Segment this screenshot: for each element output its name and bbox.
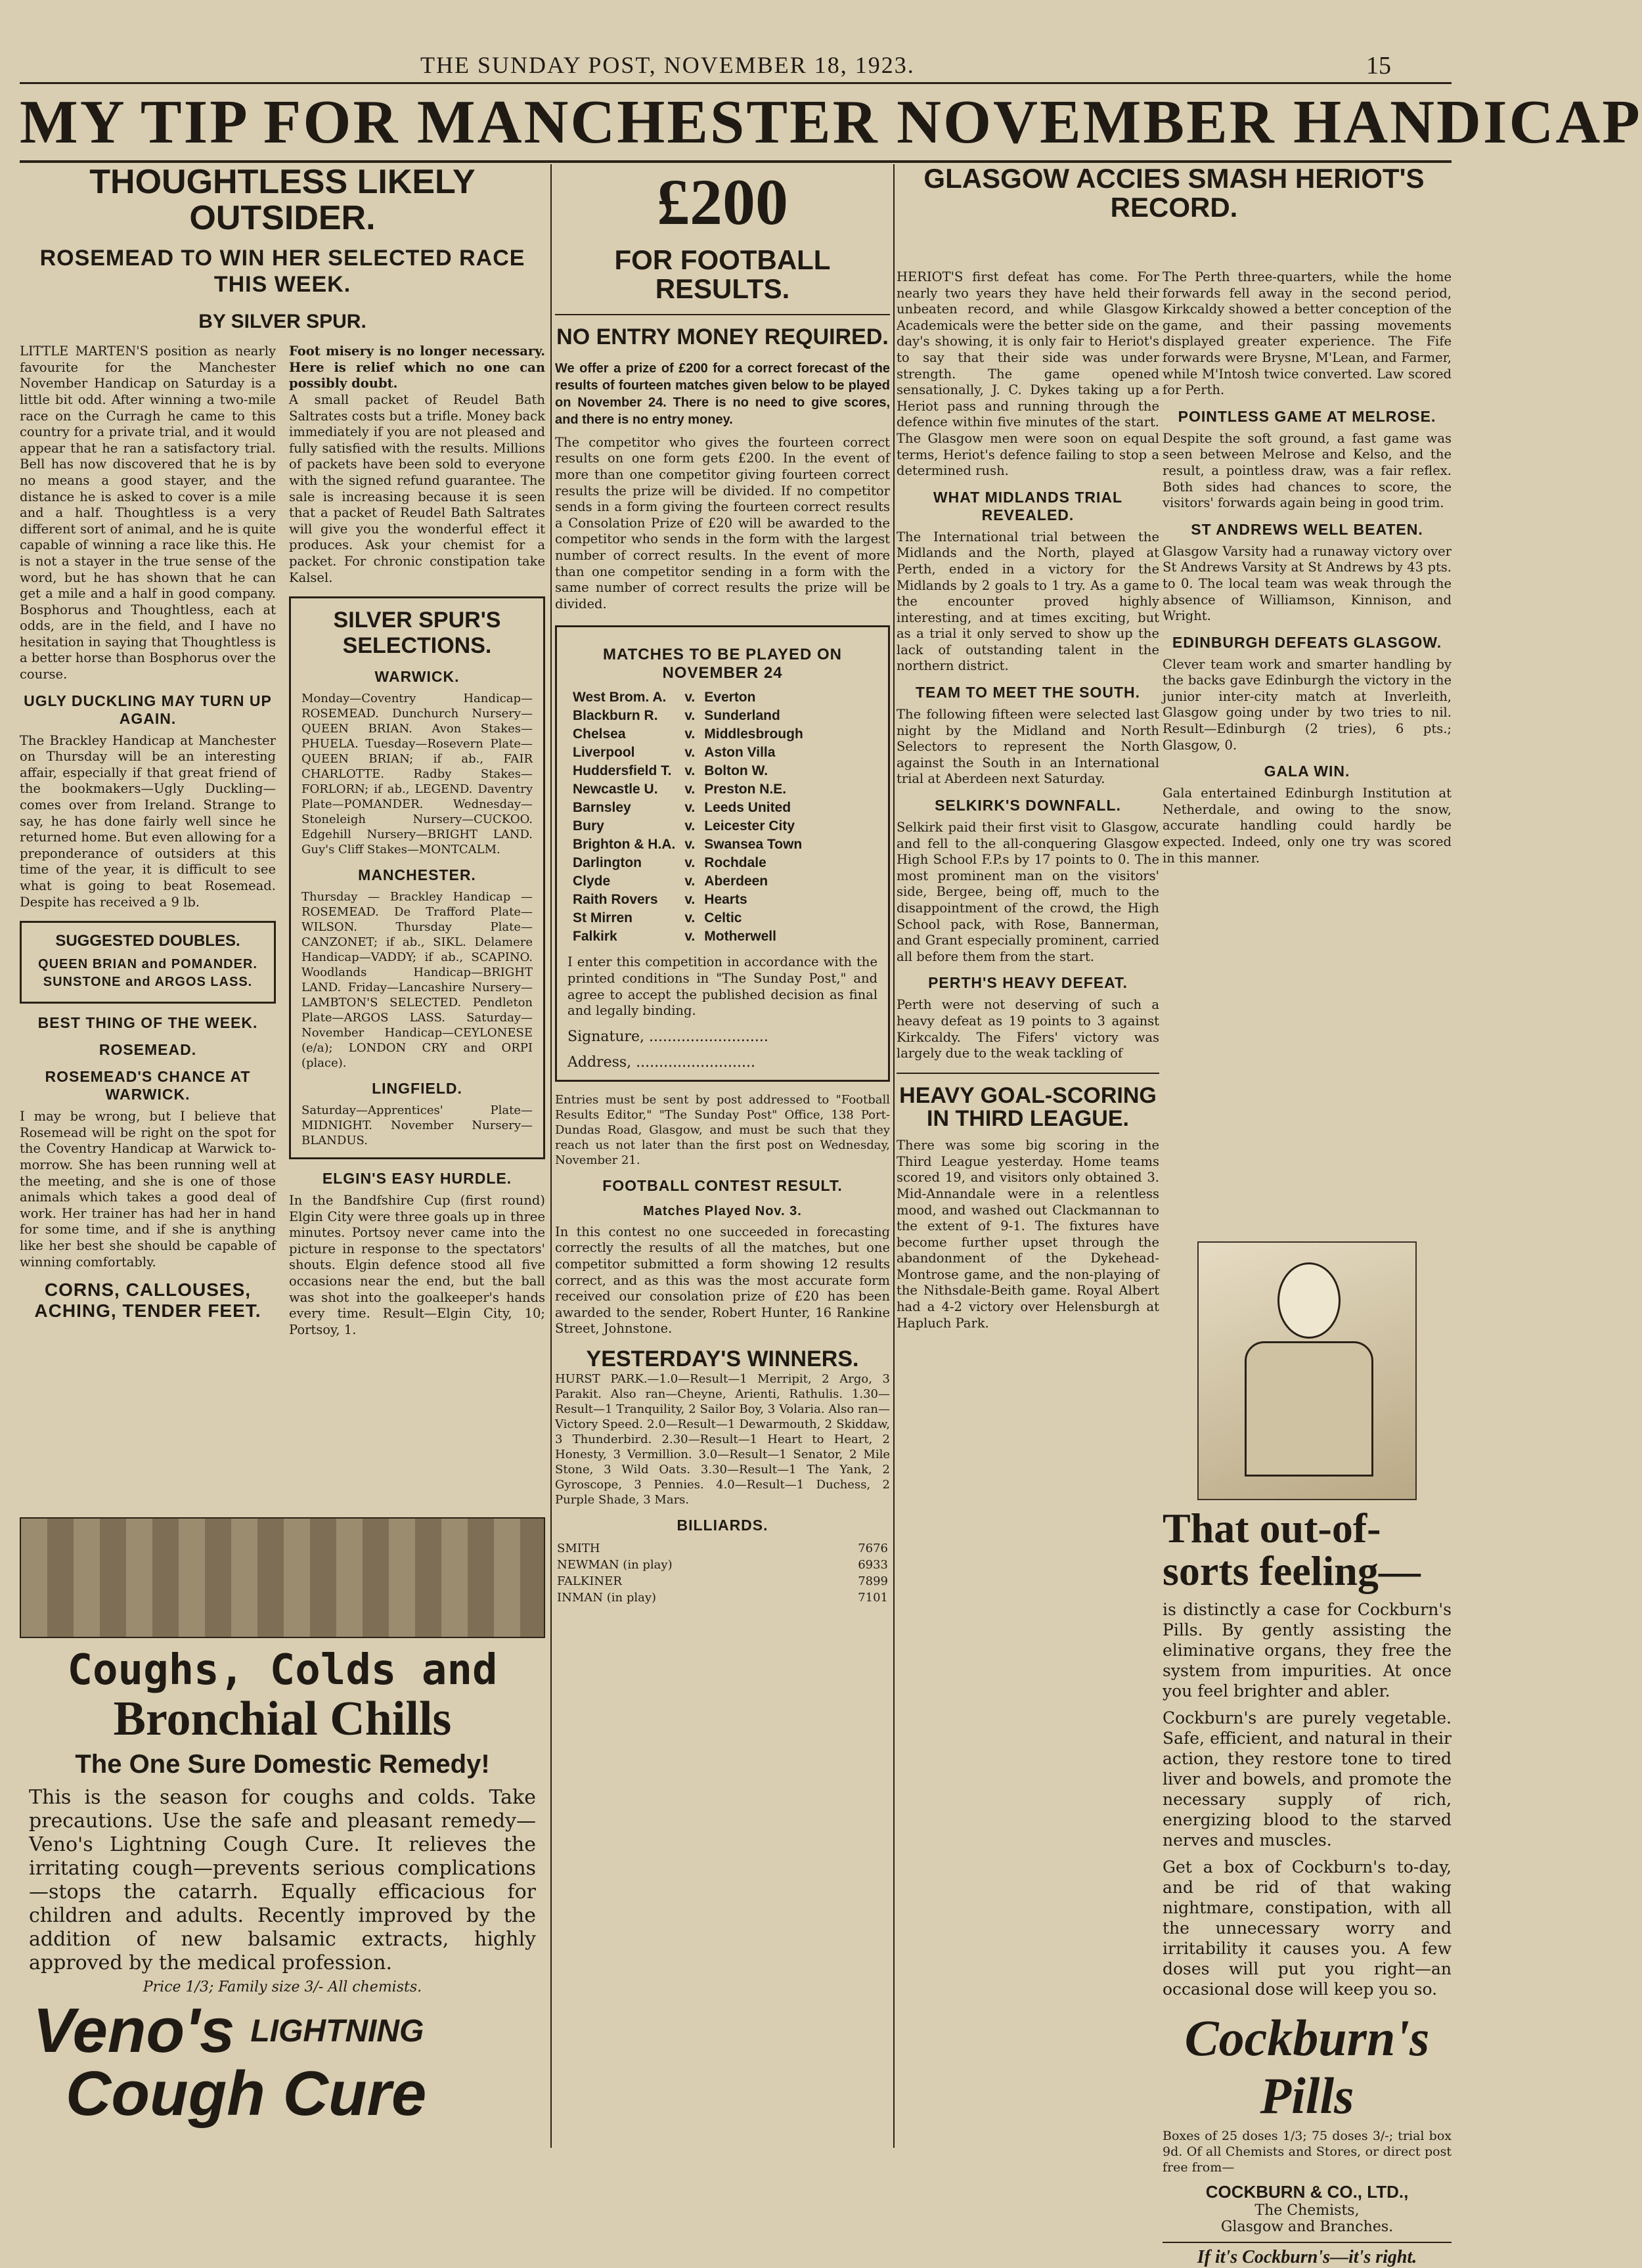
section-body: I may be wrong, but I believe that Rosemead will be right on the spot for the Coventry Handicap at Warwick to-morrow. She has been running well at the meeting, and she is one of those animals which takes a good deal of work. Her trainer has had her in hand for some time, and if she is anything like her best she should be capable of winning comfortably.: [20, 1109, 276, 1270]
match-row: [569, 726, 807, 743]
venos-advert: [20, 1517, 545, 2148]
home-team: Barnsley: [573, 800, 631, 816]
player-score: 7899: [858, 1574, 888, 1588]
rugby-headline: GLASGOW ACCIES SMASH HERIOT'S RECORD.: [923, 163, 1425, 223]
man-illustration: [1197, 1241, 1417, 1500]
away-team: Bolton W.: [704, 763, 768, 779]
match-row: [569, 873, 807, 890]
entry-text: I enter this competition in accordance with the printed conditions in "The Sunday Post," and agree to accept the published decision as final and legally binding.: [567, 954, 877, 1019]
section-head: SELKIRK'S DOWNFALL.: [935, 797, 1121, 814]
versus: v.: [684, 855, 696, 871]
away-team: Motherwell: [704, 929, 776, 945]
section-body: Selkirk paid their first visit to Glasgow, and fell to the all-conquering Glasgow High School F.P.s by 17 points to 0. The most prominent man on the visitors' side, Bergee, being off, much to the disappointment of the crowd, the High School pack, with Rose, Bannerman, and Grant especially prominent, carried all before them from the start.: [897, 820, 1159, 964]
doubles-line: SUNSTONE and ARGOS LASS.: [43, 975, 253, 990]
advert-headline: Coughs, Colds and: [67, 1646, 498, 1695]
signature-line[interactable]: Signature, ..........................: [567, 1028, 768, 1045]
selections-box: [289, 596, 545, 1159]
selection-text: Saturday—Apprentices' Plate—MIDNIGHT. November Nursery—BLANDUS.: [301, 1103, 533, 1148]
away-team: Leicester City: [704, 818, 795, 834]
home-team: Chelsea: [573, 726, 626, 742]
home-team: West Brom. A.: [573, 690, 667, 705]
football-competition-column: [555, 164, 890, 2148]
section-head: POINTLESS GAME AT MELROSE.: [1178, 407, 1436, 425]
player-score: 7101: [858, 1590, 888, 1605]
home-team: St Mirren: [573, 910, 633, 926]
byline: BY SILVER SPUR.: [198, 311, 366, 333]
match-row: [569, 689, 807, 706]
player-name: INMAN (in play): [557, 1590, 657, 1605]
away-team: Swansea Town: [704, 837, 803, 853]
versus: v.: [684, 874, 696, 889]
article-body: HERIOT'S first defeat has come. For nearly two years they have held their unbeaten record, and while Glasgow Academicals were the better side on the day's showing, it is only fair to Heriot's to say that their side was under strength. The game opened sensationally, J. C. Dykes taking up a Heriot pass and running through the defence within five minutes of the start. The Glasgow men were soon on equal terms, Heriot's defence failing to stop a determined rush.: [897, 269, 1159, 479]
doubles-line: QUEEN BRIAN and POMANDER.: [38, 957, 257, 972]
venue-head: LINGFIELD.: [372, 1080, 462, 1098]
billiards-head: BILLIARDS.: [677, 1516, 768, 1534]
brand-tag: LIGHTNING: [250, 2013, 424, 2049]
billiards-row: [556, 1590, 889, 1605]
match-row: [569, 744, 807, 761]
article-body: LITTLE MARTEN'S position as nearly favourite for the Manchester November Handicap on Saturday is a little bit odd. After winning a two-mile race on the Curragh he came to this country for a private trial, and it would appear that he ran a satisfactory trial. Bell has now discovered that he is by no means a good stayer, and the distance he is asked to cover is a mile and a half. Thoughtless is a very different sort of animal, and he is quite capable of winning a race like this. He is not a stayer in the true sense of the word, but he has shown that he can get a mile and a half in good company. Bosphorus and Thoughtless, each at odds, are in the field, and I have no hesitation in saying that Thoughtless is a better horse than Bosphorus over the course.: [20, 344, 276, 682]
versus: v.: [684, 726, 696, 742]
advert-subhead: The One Sure Domestic Remedy!: [75, 1750, 490, 1779]
player-name: SMITH: [557, 1541, 600, 1555]
section-body: Clever team work and smarter handling by the backs gave Edinburgh the victory in the junior inter-city match at Inverleith, Glasgow going under by two tries to nil. Result—Edinburgh (2 tries), 6 pts.; Glasgow, 0.: [1163, 656, 1452, 753]
away-team: Preston N.E.: [704, 782, 787, 797]
billiards-row: [556, 1541, 889, 1556]
selection-text: Thursday — Brackley Handicap — ROSEMEAD. De Trafford Plate—WILSON. Thursday Plate—CANZONET; if ab., SIKL. Delamere Handicap—VADDY; if ab., SCAPINO. Woodlands Handicap—BRIGHT LAND. Friday—Lancashire Nursery—LAMBTON'S SELECTED. Pendleton Plate—ARGOS LASS. Saturday—November Handicap—CEYLONESE (e/a); LONDON CRY and ORPI (place).: [301, 890, 533, 1071]
section-head: ST ANDREWS WELL BEATEN.: [1191, 520, 1423, 538]
brand-logo: Cockburn's: [1184, 2009, 1430, 2066]
contest-sub: Matches Played Nov. 3.: [643, 1203, 802, 1218]
third-league-head: HEAVY GOAL-SCORING IN THIRD LEAGUE.: [899, 1082, 1157, 1132]
brand-name: Veno's: [33, 1995, 235, 2066]
versus: v.: [684, 745, 696, 761]
winners-head: YESTERDAY'S WINNERS.: [586, 1346, 859, 1371]
advert-para: Get a box of Cockburn's to-day, and be rid of that waking nightmare, constipation, with all the unnecessary worry and irritability it causes you. A few doses will put you right—an occasional dose will keep you so.: [1163, 1857, 1452, 1999]
article-headline: THOUGHTLESS LIKELY OUTSIDER.: [89, 163, 476, 237]
section-head: GALA WIN.: [1264, 763, 1350, 780]
advert-price: Price 1/3; Family size 3/- All chemists.: [143, 1979, 422, 1995]
versus: v.: [684, 910, 696, 926]
article-subhead: ROSEMEAD TO WIN HER SELECTED RACE THIS WEEK.: [39, 246, 525, 298]
issue-date: THE SUNDAY POST, NOVEMBER 18, 1923.: [420, 52, 915, 78]
column-rule: [550, 164, 552, 2148]
versus: v.: [684, 708, 696, 724]
versus: v.: [684, 892, 696, 908]
selection-text: Monday—Coventry Handicap—ROSEMEAD. Dunchurch Nursery—QUEEN BRIAN. Avon Stakes—PHUELA. Tuesday—Rosevern Plate—QUEEN BRIAN; if ab., FAIR CHARLOTTE. Radby Stakes—FORLORN; if ab., LEGEND. Daventry Plate—POMANDER. Wednesday—Stoneleigh Nursery—CUCKOO. Edgehill Nursery—BRIGHT LAND. Guy's Cliff Stakes—MONTCALM.: [301, 692, 533, 857]
home-team: Falkirk: [573, 929, 617, 945]
section-body: In the Bandfshire Cup (first round) Elgin City were three goals up in three minutes. Portsoy never came into the picture in response to the spectators' shouts. Elgin defence stood all five occasions near the end, but the ball was shot into the goalkeeper's hands every time. Result—Elgin City, 10; Portsoy, 1.: [289, 1193, 545, 1337]
contest-head: FOOTBALL CONTEST RESULT.: [602, 1176, 843, 1194]
signature-label: Signature,: [567, 1028, 645, 1045]
away-team: Hearts: [704, 892, 747, 908]
competition-headline: FOR FOOTBALL RESULTS.: [614, 244, 831, 305]
player-name: FALKINER: [557, 1574, 622, 1588]
section-body: The International trial between the Midlands and the North, played at Perth, ended in a victory for the Midlands by 2 goals to 1 try. As a game the encounter proved highly interesting, and at times exciting, but as a trial it only served to show up the lack of outstanding talent in the northern district.: [897, 529, 1159, 674]
versus: v.: [684, 690, 696, 705]
section-body: Perth were not deserving of such a heavy defeat as 19 points to 3 against Kirkcaldy. The Fifers' victory was largely due to the weak tackling of: [897, 997, 1159, 1061]
figure-torso: [1245, 1341, 1373, 1477]
advert-headline-2: Bronchial Chills: [113, 1692, 452, 1746]
rugby-column-2: [1163, 269, 1452, 1228]
closing-text: Entries must be sent by post addressed to "Football Results Editor," "The Sunday Post" Office, 138 Port-Dundas Road, Glasgow, and must be such that they reach us not later than the first post on Wednesday, November 21.: [555, 1092, 890, 1167]
section-body: Gala entertained Edinburgh Institution at Netherdale, and owing to the snow, accurate handling could hardly be expected. Indeed, only one try was scored in this manner.: [1163, 786, 1452, 866]
away-team: Sunderland: [704, 708, 780, 724]
competition-subhead: NO ENTRY MONEY REQUIRED.: [556, 324, 889, 350]
competition-rules: The competitor who gives the fourteen correct results on one form gets £200. In the event of more than one competitor giving fourteen correct results the prize will be divided. If no competitor sends in a form giving the fourteen correct results a Consolation Prize of £20 will be awarded to the competitor who sends in the form with the largest number of correct results. In the event of more than one competitor sending in a form with the same number of correct results the prize will be divided.: [555, 434, 890, 611]
venue-head: WARWICK.: [374, 668, 460, 686]
away-team: Rochdale: [704, 855, 766, 871]
figure-head: [1277, 1262, 1341, 1339]
home-team: Bury: [573, 818, 604, 834]
section-body: The Brackley Handicap at Manchester on Thursday will be an interesting affair, especially if that great friend of the bookmakers—Ugly Duckling—comes over from Ireland. Strange to say, he has done fairly well since he returned home. But even allowing for a preponderance of outsiders at this time of the year, it is difficult to see what is going to beat Rosemead. Despite has received a 9 lb.: [20, 732, 276, 910]
match-row: [569, 707, 807, 724]
ad-headline: CORNS, CALLOUSES, ACHING, TENDER FEET.: [34, 1279, 261, 1322]
advert-para: is distinctly a case for Cockburn's Pills. By gently assisting the eliminative organs, they free the system from impurities. At once you feel brighter and abler.: [1163, 1599, 1452, 1701]
match-row: [569, 855, 807, 872]
section-head: ELGIN'S EASY HURDLE.: [322, 1170, 512, 1188]
advert-price: Boxes of 25 doses 1/3; 75 doses 3/-; trial box 9d. Of all Chemists and Stores, or direct post free from—: [1163, 2128, 1452, 2175]
advert-tagline: If it's Cockburn's—it's right.: [1163, 2242, 1452, 2268]
page-number: 15: [1366, 52, 1391, 79]
venue-head: MANCHESTER.: [358, 866, 476, 884]
away-team: Leeds United: [704, 800, 791, 816]
brand-name-2: Cough Cure: [66, 2058, 427, 2129]
match-row: [569, 891, 807, 908]
section-body: Glasgow Varsity had a runaway victory over St Andrews Varsity at St Andrews by 43 pts. to 0. The local team was weak through the absence of Williamson, Kinnison, and Wright.: [1163, 543, 1452, 624]
rugby-headline-area: [897, 164, 1452, 263]
maker-line: The Chemists,: [1254, 2202, 1360, 2219]
running-header: [0, 51, 1467, 85]
section-head: ROSEMEAD'S CHANCE AT WARWICK.: [45, 1068, 251, 1103]
versus: v.: [684, 782, 696, 797]
away-team: Aberdeen: [704, 874, 768, 889]
article-body: The Perth three-quarters, while the home forwards fell away in the second period, Kirkcaldy showed a better conception of the game, and their passing movements displayed greater experience. The Fife forwards were Brysne, M'Lean, and Farmer, while M'Intosh twice converted. Law scored for Perth.: [1163, 269, 1452, 398]
home-team: Raith Rovers: [573, 892, 658, 908]
crowd-illustration: [20, 1517, 545, 1638]
away-team: Celtic: [704, 910, 742, 926]
versus: v.: [684, 929, 696, 945]
home-team: Blackburn R.: [573, 708, 658, 724]
player-score: 6933: [858, 1557, 888, 1572]
best-thing-title: BEST THING OF THE WEEK.: [37, 1014, 258, 1032]
matches-table: [567, 688, 809, 946]
section-body: The following fifteen were selected last night by the Midland and North Selectors to represent the North against the South in an International trial at Aberdeen next Saturday.: [897, 707, 1159, 787]
match-row: [569, 781, 807, 798]
billiards-row: [556, 1557, 889, 1572]
best-thing-pick: ROSEMEAD.: [99, 1041, 197, 1059]
section-head: TEAM TO MEET THE SOUTH.: [915, 684, 1141, 701]
third-league-body: There was some big scoring in the Third League yesterday. Home teams scored 19, and visitors only obtained 3. Mid-Annandale were in a relentless mood, and washed out Clackmannan to the extent of 9-1. The fixtures have become further upset through the abandonment of the Dykehead-Montrose game, and the non-playing of the Nithsdale-Beith game. Royal Albert had a 4-2 victory over Helensburgh at Hapluch Park.: [897, 1138, 1159, 1331]
brand-logo-2: Pills: [1260, 2066, 1354, 2124]
away-team: Aston Villa: [704, 745, 776, 761]
home-team: Newcastle U.: [573, 782, 658, 797]
address-label: Address,: [567, 1054, 632, 1071]
column-rule: [893, 164, 895, 2148]
entry-coupon: [555, 625, 890, 1081]
billiards-row: [556, 1574, 889, 1589]
suggested-doubles-box: [20, 921, 276, 1004]
cockburns-advert: [1163, 1235, 1452, 2267]
match-row: [569, 763, 807, 780]
ad-body: A small packet of Reudel Bath Saltrates costs but a trifle. Money back immediately if you are not pleased and fully satisfied with the results. Millions of packets have been sold to everyone with the signed refund guarantee. The sale is increasing because it is seen that a packet of Reudel Bath Saltrates will give you the wonderful effect it produces. Ask your chemist for a packet. For chronic constipation take Kalsel.: [289, 391, 545, 585]
contest-body: In this contest no one succeeded in forecasting correctly the results of all the matches, but one competitor submitted a form showing 12 results correct, and as this was the most accurate form received our consolation prize of £20 has been awarded to the sender, Robert Hunter, 16 Rankine Street, Johnstone.: [555, 1224, 890, 1337]
rule: [897, 1073, 1159, 1074]
versus: v.: [684, 763, 696, 779]
maker-name: COCKBURN & CO., LTD.,: [1205, 2181, 1409, 2202]
match-row: [569, 799, 807, 816]
box-title: SILVER SPUR'S SELECTIONS.: [333, 608, 501, 659]
section-body: Despite the soft ground, a fast game was seen between Melrose and Kelso, and the result, a pointless draw, was a fair reflex. Both sides had chances to score, the visitors' forwards again being in good trim.: [1163, 430, 1452, 511]
versus: v.: [684, 800, 696, 816]
away-team: Middlesbrough: [704, 726, 803, 742]
ad-subhead: Foot misery is no longer necessary. Here is relief which no one can possibly doubt.: [289, 344, 545, 391]
offer-text: We offer a prize of £200 for a correct forecast of the results of fourteen matches given below to be played on November 24. There is no need to give scores, and there is no entry money.: [555, 361, 890, 427]
box-title: SUGGESTED DOUBLES.: [55, 932, 240, 950]
rule: [555, 314, 890, 315]
maker-line-2: Glasgow and Branches.: [1220, 2218, 1394, 2235]
versus: v.: [684, 837, 696, 853]
advert-para: Cockburn's are purely vegetable. Safe, efficient, and natural in their action, they restore tone to tired liver and bowels, and promote the necessary supply of rich, energizing blood to the starved nerves and muscles.: [1163, 1708, 1452, 1850]
player-name: NEWMAN (in play): [557, 1557, 673, 1572]
home-team: Huddersfield T.: [573, 763, 672, 779]
section-head: EDINBURGH DEFEATS GLASGOW.: [1172, 633, 1442, 651]
section-head: PERTH'S HEAVY DEFEAT.: [928, 974, 1128, 992]
match-row: [569, 836, 807, 853]
header-rule: [20, 82, 1452, 84]
match-row: [569, 818, 807, 835]
away-team: Everton: [704, 690, 756, 705]
section-head: WHAT MIDLANDS TRIAL REVEALED.: [933, 488, 1123, 523]
rugby-column: [897, 269, 1159, 2148]
section-head: UGLY DUCKLING MAY TURN UP AGAIN.: [24, 692, 272, 727]
advert-headline: That out-of-sorts feeling—: [1163, 1505, 1421, 1595]
matches-title: MATCHES TO BE PLAYED ON NOVEMBER 24: [603, 646, 842, 682]
home-team: Clyde: [573, 874, 611, 889]
banner-headline: MY TIP FOR MANCHESTER NOVEMBER HANDICAP: [20, 88, 1642, 156]
address-line[interactable]: Address, ..........................: [567, 1054, 755, 1071]
home-team: Brighton & H.A.: [573, 837, 676, 853]
winners-body: HURST PARK.—1.0—Result—1 Merripit, 2 Argo, 3 Parakit. Also ran—Cheyne, Arienti, Rathulis. 1.30—Result—1 Tranquility, 2 Sailor Boy, 3 Volaria. Also ran—Victory Speed. 2.0—Result—1 Dewarmouth, 2 Skiddaw, 3 Thunderbird. 2.30—Result—1 Heart to Heart, 2 Honesty, 3 Vermillion. 3.0—Result—1 Senator, 2 Mile Stone, 3 Wild Oats. 3.30—Result—1 The Yank, 2 Gyroscope, 3 Pennies. 4.0—Result—1 Duchess, 2 Purple Shade, 3 Mars.: [555, 1371, 890, 1507]
player-score: 7676: [858, 1541, 888, 1555]
match-row: [569, 910, 807, 927]
prize-amount: £200: [657, 166, 788, 238]
advert-body: This is the season for coughs and colds. Take precautions. Use the safe and pleasant remedy—Veno's Lightning Cough Cure. It relieves the irritating cough—prevents serious complications—stops the catarrh. Equally efficacious for children and adults. Recently improved by the addition of new balsamic extracts, highly approved by the medical profession.: [29, 1786, 536, 1974]
match-row: [569, 928, 807, 945]
home-team: Darlington: [573, 855, 642, 871]
home-team: Liverpool: [573, 745, 635, 761]
versus: v.: [684, 818, 696, 834]
billiards-table: [555, 1540, 890, 1607]
